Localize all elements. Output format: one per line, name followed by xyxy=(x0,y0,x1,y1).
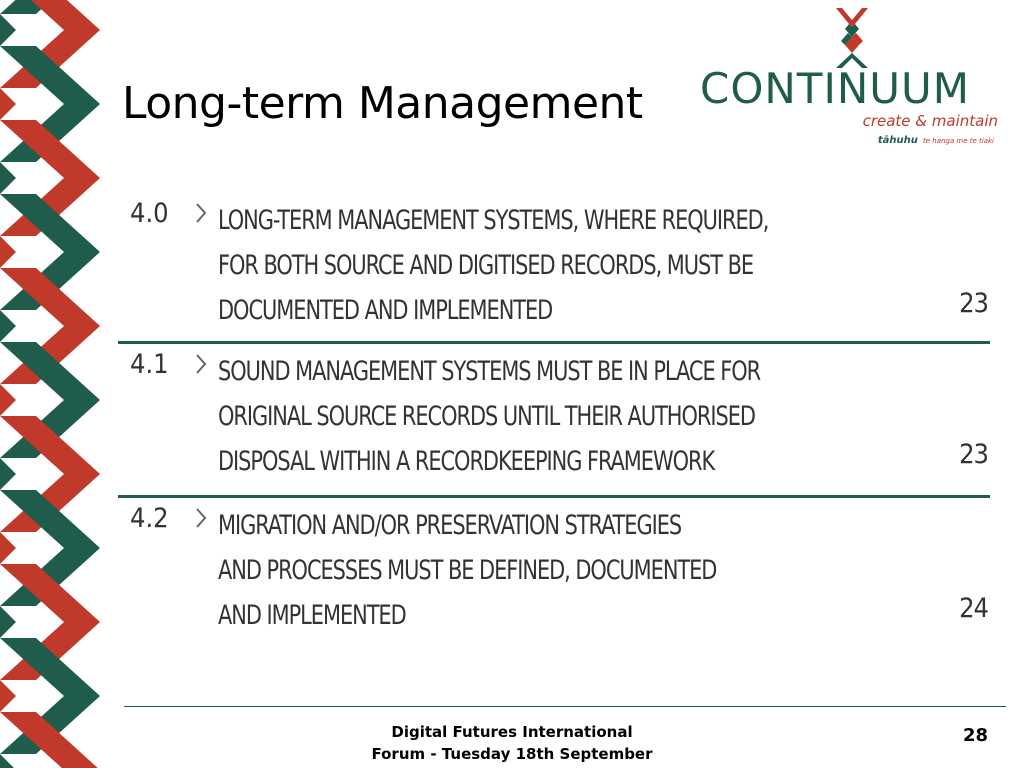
continuum-logo xyxy=(700,6,1012,146)
section-line: AND PROCESSES MUST BE DEFINED, DOCUMENTED xyxy=(218,555,717,586)
logo-subtitle-rest: te hanga me te tiaki xyxy=(922,137,994,145)
section-number: 4.1 xyxy=(130,349,169,380)
border-diamond xyxy=(0,162,16,194)
section-line: AND IMPLEMENTED xyxy=(218,600,406,631)
section-4-0 xyxy=(118,198,990,344)
footer-line-2: Forum - Tuesday 18th September xyxy=(371,745,653,763)
logo-subtitle xyxy=(878,130,994,146)
border-diamond xyxy=(0,236,16,268)
footer-text xyxy=(352,721,672,765)
border-diamond xyxy=(0,310,16,342)
border-diamond xyxy=(0,384,16,416)
border-diamond xyxy=(0,458,16,490)
border-diamond xyxy=(0,754,16,768)
chevron-right-icon xyxy=(194,200,208,226)
section-4-1 xyxy=(118,349,990,498)
section-text xyxy=(218,349,918,484)
chevron-right-icon xyxy=(194,505,208,531)
continuum-x-logo-icon xyxy=(832,6,872,68)
slide-title: Long-term Management xyxy=(122,78,643,129)
footer-divider xyxy=(124,706,1006,707)
section-page-number: 23 xyxy=(959,288,988,319)
border-diamond xyxy=(0,606,16,638)
footer-line-1: Digital Futures International xyxy=(391,723,633,741)
section-line: ORIGINAL SOURCE RECORDS UNTIL THEIR AUTHORISED xyxy=(218,401,755,432)
border-diamond xyxy=(0,14,16,46)
section-line: FOR BOTH SOURCE AND DIGITISED RECORDS, MUST BE xyxy=(218,250,754,281)
border-diamond xyxy=(0,532,16,564)
section-text xyxy=(218,198,918,333)
section-4-2 xyxy=(118,503,990,643)
logo-wordmark: CONTINUUM xyxy=(700,64,970,113)
section-line: MIGRATION AND/OR PRESERVATION STRATEGIES xyxy=(218,510,682,541)
section-line: DOCUMENTED AND IMPLEMENTED xyxy=(218,295,553,326)
section-line: LONG-TERM MANAGEMENT SYSTEMS, WHERE REQUIRED, xyxy=(218,205,769,236)
chevron-right-icon xyxy=(194,351,208,377)
section-text xyxy=(218,503,918,638)
section-line: DISPOSAL WITHIN A RECORDKEEPING FRAMEWORK xyxy=(218,446,715,477)
logo-subtitle-main: tāhuhu xyxy=(877,135,918,146)
border-diamond xyxy=(0,680,16,712)
logo-tagline: create & maintain xyxy=(862,112,998,130)
decorative-border-pattern xyxy=(0,0,118,768)
section-number: 4.2 xyxy=(130,503,169,534)
border-diamond xyxy=(0,88,16,120)
section-list xyxy=(118,198,990,643)
section-line: SOUND MANAGEMENT SYSTEMS MUST BE IN PLACE FOR xyxy=(218,356,761,387)
section-page-number: 23 xyxy=(959,439,988,470)
section-number: 4.0 xyxy=(130,198,169,229)
section-page-number: 24 xyxy=(959,593,988,624)
slide-page-number: 28 xyxy=(962,725,988,746)
